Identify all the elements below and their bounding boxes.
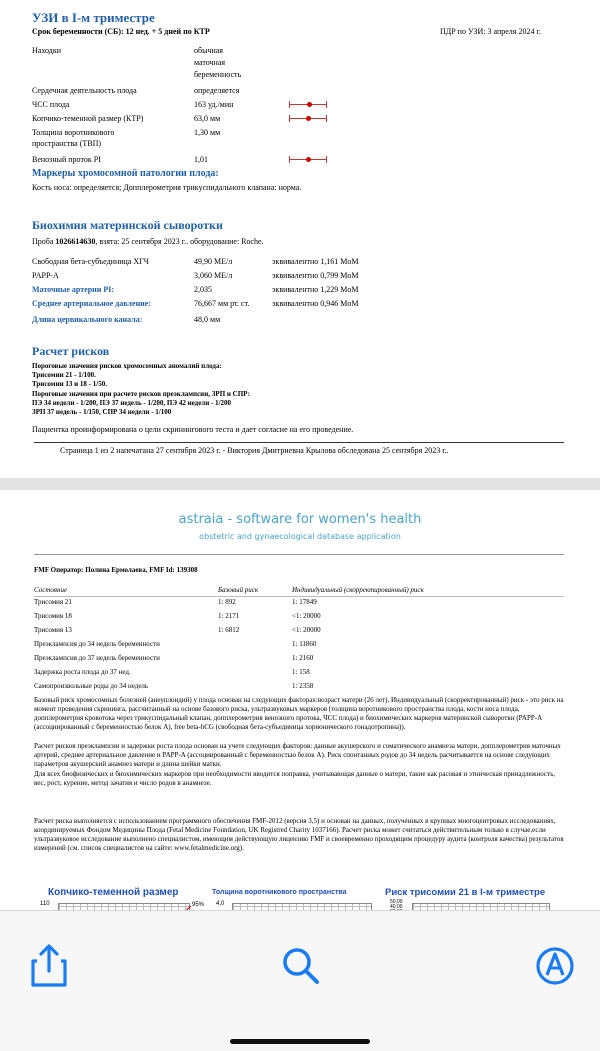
ktr-gauge	[289, 114, 327, 123]
risk-name: Трисомия 21	[34, 598, 72, 606]
paragraph-preeclampsia: Расчет рисков преэклампсии и задержки роста плода основан на учете следующих факторов: данные акушерского и соматического анамнеза матери, допплерометрия маточных артерий, среднее артериальное давление и PAPP-A (ассоциированный с беременностью белок А). Риск спонтанных родов до 34 недель расчитывается на основе следующих параметров акушерский анамнез матери и длина шейки матки.	[34, 742, 561, 768]
finding-value-line: беременность	[194, 70, 242, 79]
risk-line: Трисомии 13 и 18 - 1/50.	[32, 380, 107, 389]
risk-line: ПЭ 34 недели - 1/200, ПЭ 37 недель - 1/200, ПЭ 42 недели - 1/200	[32, 398, 232, 407]
risk-line: ЗРП 37 недель - 1/150, СПР 34 недели - 1/100	[32, 408, 172, 417]
divider	[34, 554, 564, 555]
axis-tick: 4,0	[216, 901, 225, 907]
share-icon	[24, 941, 74, 991]
finding-label-line: Толщина воротникового	[32, 128, 115, 137]
search-button[interactable]	[276, 941, 326, 991]
sample-id: 1026614630	[55, 237, 96, 246]
brand-title: astraia - software for women's health	[178, 512, 422, 527]
markers-title: Маркеры хромосомной патологии плода:	[32, 168, 219, 179]
risk-thresholds	[32, 362, 250, 417]
risk-line: Пороговые значения при расчете рисков преэклампсии, ЗРП и СПР:	[32, 389, 251, 398]
chart-title-crl: Копчико-теменной размер	[48, 887, 179, 898]
gauge-marker	[306, 116, 311, 121]
finding-value: 1,01	[194, 155, 208, 164]
markup-icon	[530, 941, 580, 991]
bio-mom: эквивалентно 1,229 MoM	[272, 285, 359, 294]
home-indicator	[230, 1039, 370, 1044]
brand-subtitle: obstetric and gynaecological database application	[199, 532, 401, 541]
chss-gauge	[289, 100, 327, 109]
axis-tick: 110	[40, 901, 50, 907]
risk-individual: 1: 158	[292, 668, 310, 676]
paragraph-software: Расчет риска выполняется с использованием программного обеспечения FMF-2012 (версия 3,5) и основан на данных, полученных в крупных многоцентровых исследованиях, координируемых Фондом Медицины Плода (Fetal Medicine Foundation, UK Registred Charity 1037166). Расчет риска может считаться действительным только в случае,если ультразвуковое исследование выполнено специалистом, имеющим действующую лицензию FMF и своевременно проходящим процедуру аудита (контроля качества) результатов измерений (см. список специалистов на сайте: www.fetalmedicine.org).	[34, 817, 564, 852]
finding-value: 163 уд./мин	[194, 100, 234, 109]
paragraph-basis: Базовый риск хромосомных болезней (анеуплоидий) у плода основан на следующих факторах:возраст матери (26 лет). Индивидуальный (скорректированный) риск - это риск на момент проведения скрининга, рассчитанный на основе базового риска, ультразвуковых маркеров (толщина воротникового пространства плода, кости носа плода, допплерометрия кровотока через трикуспидальный клапан, допплерометрия венозного протока, ЧСС плода) и биохимических маркеров материнской сыворотки (PAPP-A (ассоциированный с беременностью белок А), free beta-hCG (свободная бета-субъединица хорионического гонадотропина)).	[34, 696, 564, 731]
due-date: ПДР по УЗИ: 3 апреля 2024 г.	[440, 27, 541, 36]
finding-value: определяется	[194, 86, 240, 95]
bio-label: Маточные артерии PI:	[32, 285, 115, 294]
finding-label: ЧСС плода	[32, 100, 70, 109]
biochem-title: Биохимия материнской сыворотки	[32, 218, 223, 232]
risk-name: Задержка роста плода до 37 нед.	[34, 668, 131, 676]
sample-suffix: , взята: 25 сентября 2023 г.. оборудование: Roche.	[95, 237, 264, 246]
dv-gauge	[289, 155, 327, 164]
finding-value: 63,0 мм	[194, 114, 221, 123]
paragraph-correction: Для всех биофизических и биохимических маркеров при необходимости вводится поправка, учитывающая данные о матери, такие как расовая и этническая принадлежность, вес, рост, курение, метод зачатия и число родов в анамнезе.	[34, 770, 556, 787]
bottom-toolbar	[0, 910, 600, 1051]
gauge-marker	[306, 157, 311, 162]
bio-mom: эквивалентно 0,946 MoM	[272, 299, 359, 308]
axis-tick: 40,00	[390, 904, 403, 910]
finding-value-line: обычная	[194, 46, 223, 55]
risk-name: Трисомия 18	[34, 612, 72, 620]
risk-name: Трисомия 13	[34, 626, 72, 634]
bio-value: 76,667 мм рт. ст.	[194, 299, 250, 308]
col-header-condition: Состояние	[34, 586, 68, 594]
report-page-1	[0, 0, 600, 478]
chart-title-nt: Толщина воротникового пространства	[212, 889, 347, 896]
risk-individual: 1: 2358	[292, 682, 314, 690]
finding-label: Находки	[32, 46, 62, 55]
risk-individual: 1: 17849	[292, 598, 317, 606]
chart-title-t21: Риск трисомии 21 в I-м триместре	[385, 887, 546, 898]
gestational-age: Срок беременности (СБ): 12 нед. + 5 дней по КТР	[32, 27, 210, 36]
percentile-label: 95%	[192, 902, 205, 908]
bio-value: 49,90 МЕ/л	[194, 257, 233, 266]
divider	[34, 442, 564, 443]
informed-consent: Пациентка проинформирована о цели скринингового теста и дает согласие на его проведение.	[32, 425, 354, 434]
report-page-2	[0, 490, 600, 910]
risk-individual: 1: 11860	[292, 640, 317, 648]
page-footer: Страница 1 из 2 напечатана 27 сентября 2023 г. - Виктория Дмитриевна Крылова обследована 25 сентября 2023 г..	[60, 446, 449, 455]
divider	[34, 596, 564, 597]
finding-value-line: маточная	[194, 58, 226, 67]
gauge-marker	[307, 102, 312, 107]
bio-value: 3,060 МЕ/л	[194, 271, 233, 280]
bio-label: Свободная бета-субъединица ХГЧ	[32, 257, 149, 266]
share-button[interactable]	[24, 941, 74, 991]
risk-individual: 1: 2160	[292, 654, 314, 662]
bio-value: 2,035	[194, 285, 212, 294]
risk-base: 1: 892	[218, 598, 236, 606]
finding-value: 1,30 мм	[194, 128, 221, 137]
markers-text: Кость носа: определяется; Допплерометрия трикуспидального клапана: норма.	[32, 183, 302, 192]
risk-individual: <1: 20000	[292, 612, 321, 620]
risk-name: Преэклампсия до 34 недель беременности	[34, 640, 160, 648]
bio-label: PAPP-A	[32, 271, 59, 280]
risk-base: 1: 2171	[218, 612, 240, 620]
bio-value: 48,0 мм	[194, 315, 221, 324]
col-header-base: Базовый риск	[218, 586, 259, 594]
bio-label: Среднее артериальное давление:	[32, 299, 151, 308]
operator: FMF Оператор: Полина Ермолаева, FMF Id: 139308	[34, 566, 198, 574]
axis-tick: 50,00	[390, 899, 403, 905]
risk-name: Самопроизвольные роды до 34 недель	[34, 682, 149, 690]
sample-info	[32, 237, 264, 247]
bio-label: Длина цервикального канала:	[32, 315, 143, 324]
risk-line: Пороговые значения рисков хромосомных аномалий плода:	[32, 362, 222, 370]
risk-base: 1: 6812	[218, 626, 240, 634]
risk-individual: <1: 20000	[292, 626, 321, 634]
page-title: УЗИ в I-м триместре	[32, 10, 155, 25]
finding-label: Копчико-теменной размер (КТР)	[32, 114, 144, 123]
risk-name: Преэклампсия до 37 недель беременности	[34, 654, 160, 662]
finding-label-line: пространства (ТВП)	[32, 139, 102, 148]
risk-title: Расчет рисков	[32, 344, 110, 358]
markup-button[interactable]	[530, 941, 580, 991]
risk-line: Трисомии 21 - 1/100.	[32, 371, 96, 380]
bio-mom: эквивалентно 0,799 MoM	[272, 271, 359, 280]
finding-label: Сердечная деятельность плода	[32, 86, 137, 95]
sample-prefix: Проба	[32, 237, 56, 246]
col-header-individual: Индивидуальный (скорректированный) риск	[292, 586, 424, 594]
search-icon	[276, 941, 326, 991]
bio-mom: эквивалентно 1,161 MoM	[272, 257, 359, 266]
page-gap	[0, 478, 600, 490]
finding-label: Венозный проток PI	[32, 155, 101, 164]
